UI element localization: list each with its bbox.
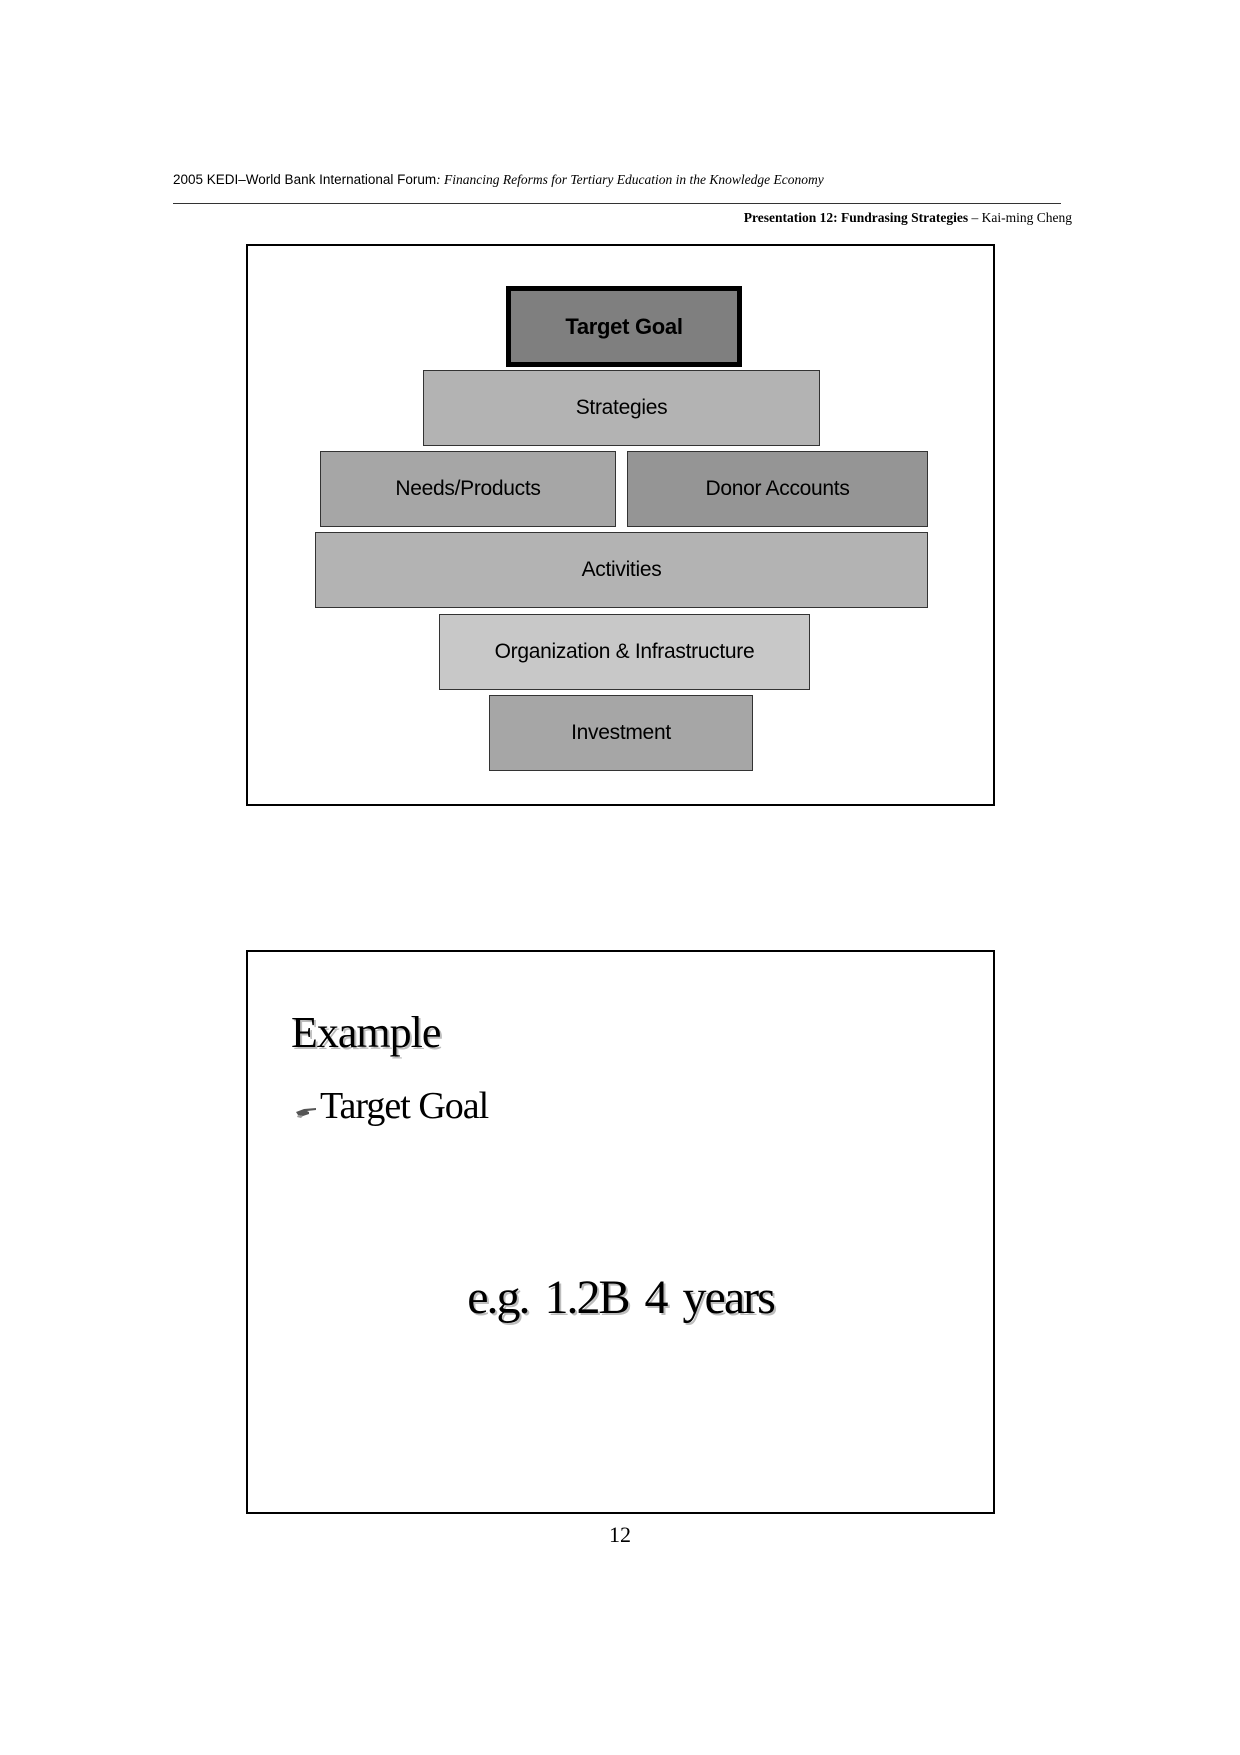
- box-label: Activities: [581, 558, 662, 581]
- box-donor-accounts: [627, 451, 928, 527]
- bullet-item: [295, 1084, 488, 1128]
- box-label: Donor Accounts: [705, 477, 850, 500]
- box-label: Needs/Products: [395, 477, 541, 500]
- box-strategies: [423, 370, 820, 446]
- forum-title: 2005 KEDI–World Bank International Forum: [173, 172, 437, 187]
- bullet-text: Target Goal: [320, 1085, 489, 1127]
- forum-subtitle: : Financing Reforms for Tertiary Education in the Knowledge Economy: [436, 172, 824, 187]
- slide-example: [246, 950, 995, 1514]
- box-label: Investment: [571, 721, 671, 744]
- running-header: [173, 172, 824, 188]
- box-needs-products: [320, 451, 616, 527]
- box-label: Strategies: [575, 396, 668, 419]
- presentation-title: Presentation 12: Fundrasing Strategies: [743, 210, 969, 225]
- page-number: 12: [609, 1522, 631, 1547]
- presentation-header: [744, 210, 1072, 226]
- slide-title: Example: [291, 1008, 441, 1057]
- box-investment: [489, 695, 753, 771]
- slide-pyramid-diagram: [246, 244, 995, 806]
- box-organization-infrastructure: [439, 614, 810, 690]
- box-label: Organization & Infrastructure: [494, 640, 755, 663]
- author-name: Kai-ming Cheng: [981, 210, 1072, 225]
- pointing-hand-icon: [295, 1103, 317, 1119]
- example-text: e.g. 1.2B 4 years: [467, 1271, 774, 1324]
- header-rule: [173, 203, 1061, 204]
- header-separator: –: [968, 210, 982, 225]
- box-activities: [315, 532, 928, 608]
- box-target-goal: [506, 286, 742, 367]
- box-label: Target Goal: [565, 313, 683, 339]
